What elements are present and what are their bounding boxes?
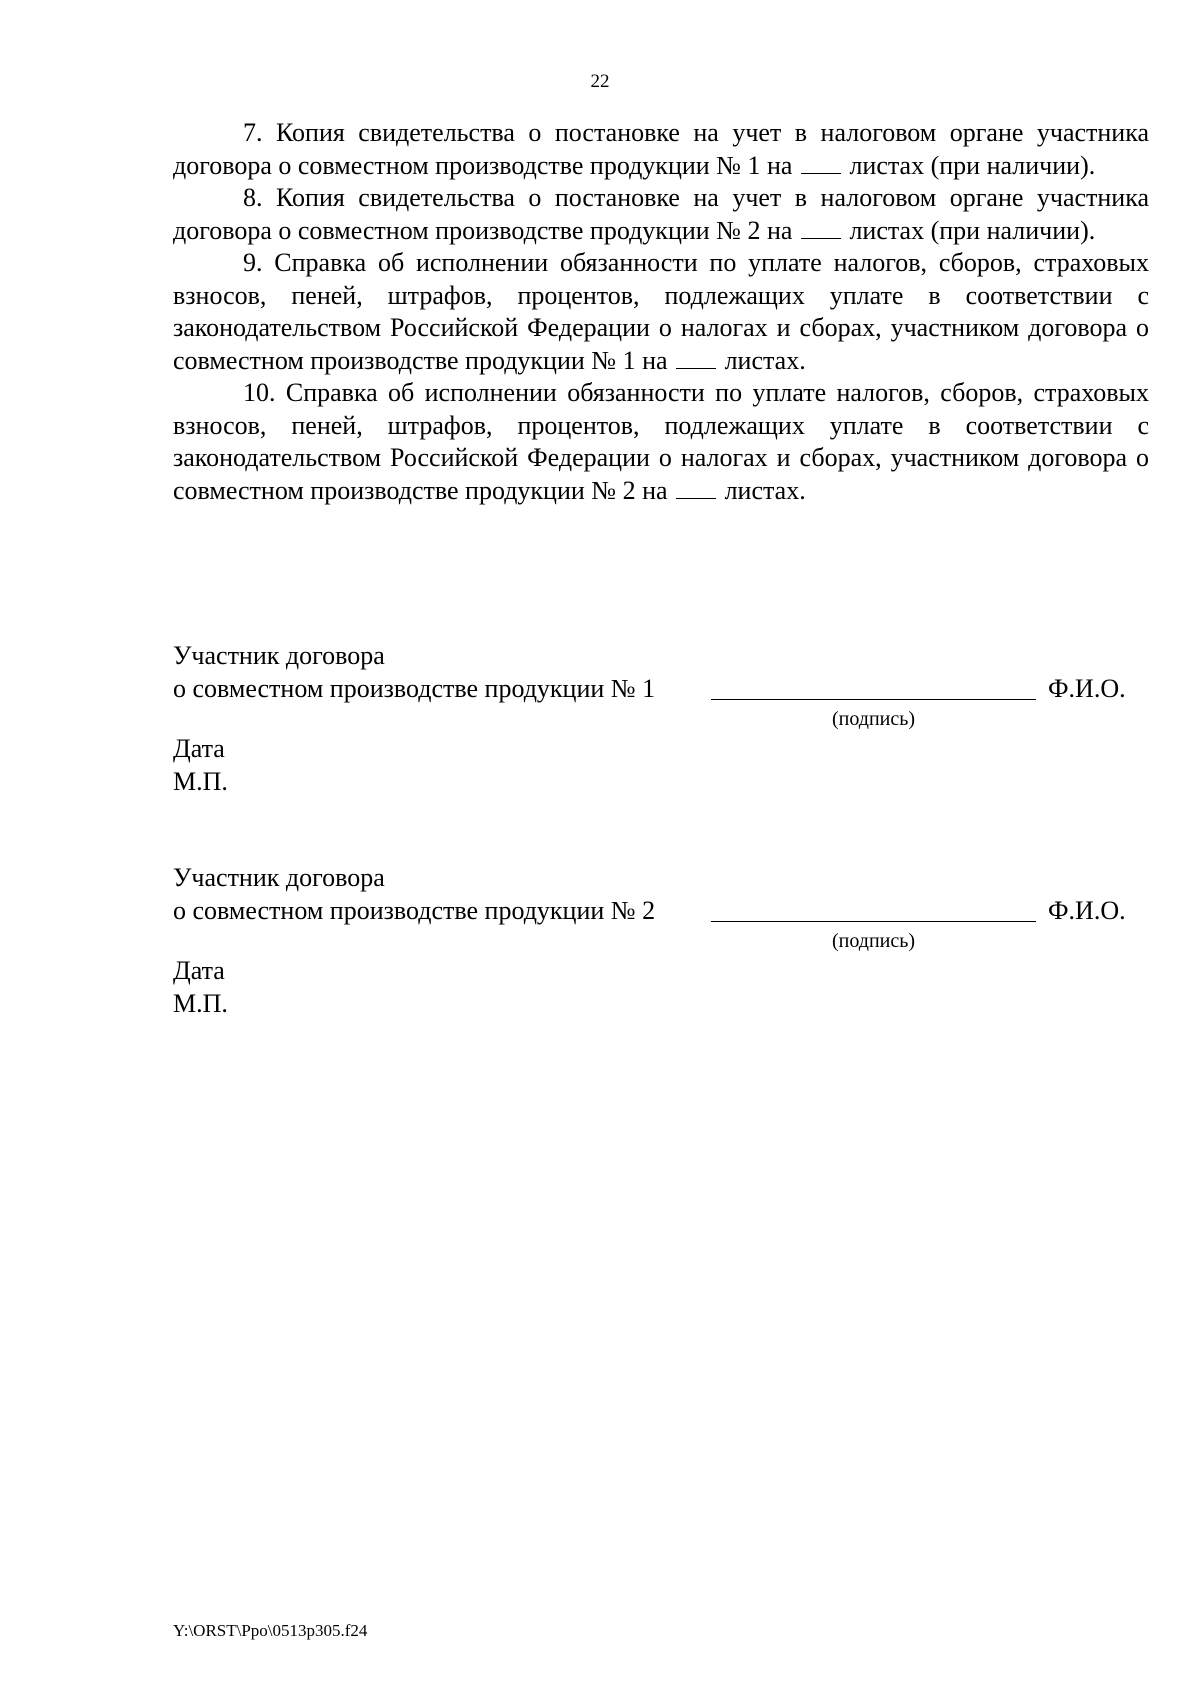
blank-field bbox=[801, 173, 841, 174]
signature-row bbox=[173, 673, 1149, 706]
file-path-footer: Y:\ORST\Ppo\0513p305.f24 bbox=[173, 1621, 368, 1640]
item-text: Справка об исполнении обязанности по уплате налогов, сборов, страховых взносов, пеней, штрафов, процентов, подлежащих уплате в соответствии с законодательством Российской Федерации о налогах и сборах, участником договора о совместном производстве продукции № 2 на bbox=[173, 378, 1149, 505]
signature-block-2 bbox=[173, 862, 1149, 1020]
stamp-label: М.П. bbox=[173, 988, 228, 1018]
signature-caption: (подпись) bbox=[831, 930, 916, 952]
item-number: 8. bbox=[243, 183, 263, 212]
signature-block-1 bbox=[173, 640, 1149, 798]
list-item bbox=[173, 117, 1149, 182]
page-number: 22 bbox=[590, 71, 610, 92]
list-item bbox=[173, 182, 1149, 247]
signature-party: о совместном производстве продукции № 1 bbox=[173, 673, 656, 703]
item-number: 9. bbox=[243, 248, 263, 277]
blank-field bbox=[676, 368, 716, 369]
date-label: Дата bbox=[173, 734, 225, 763]
signature-row bbox=[173, 895, 1149, 928]
fio-label: Ф.И.О. bbox=[1048, 673, 1126, 703]
signature-caption: (подпись) bbox=[831, 708, 916, 730]
date-label: Дата bbox=[173, 956, 225, 985]
list-item bbox=[173, 377, 1149, 507]
signature-line bbox=[711, 921, 1036, 922]
item-text-end: листах. bbox=[724, 345, 806, 375]
blank-field bbox=[801, 238, 841, 239]
item-text: Справка об исполнении обязанности по уплате налогов, сборов, страховых взносов, пеней, штрафов, процентов, подлежащих уплате в соответствии с законодательством Российской Федерации о налогах и сборах, участником договора о совместном производстве продукции № 1 на bbox=[173, 248, 1149, 375]
signature-role: Участник договора bbox=[173, 863, 385, 892]
item-text: Копия свидетельства о постановке на учет в налоговом органе участника договора о совместном производстве продукции № 1 на bbox=[173, 118, 1150, 180]
item-text-end: листах. bbox=[724, 475, 806, 505]
blank-field bbox=[676, 498, 716, 499]
signature-line bbox=[711, 699, 1036, 700]
list-item bbox=[173, 247, 1149, 377]
document-items bbox=[173, 117, 1149, 507]
signature-role: Участник договора bbox=[173, 641, 385, 670]
stamp-label: М.П. bbox=[173, 766, 228, 796]
item-text: Копия свидетельства о постановке на учет в налоговом органе участника договора о совместном производстве продукции № 2 на bbox=[173, 183, 1150, 245]
fio-label: Ф.И.О. bbox=[1048, 895, 1126, 925]
signature-party: о совместном производстве продукции № 2 bbox=[173, 895, 656, 925]
item-number: 7. bbox=[243, 118, 263, 147]
item-text-end: листах (при наличии). bbox=[849, 150, 1096, 180]
item-number: 10. bbox=[243, 378, 276, 407]
item-text-end: листах (при наличии). bbox=[849, 215, 1096, 245]
